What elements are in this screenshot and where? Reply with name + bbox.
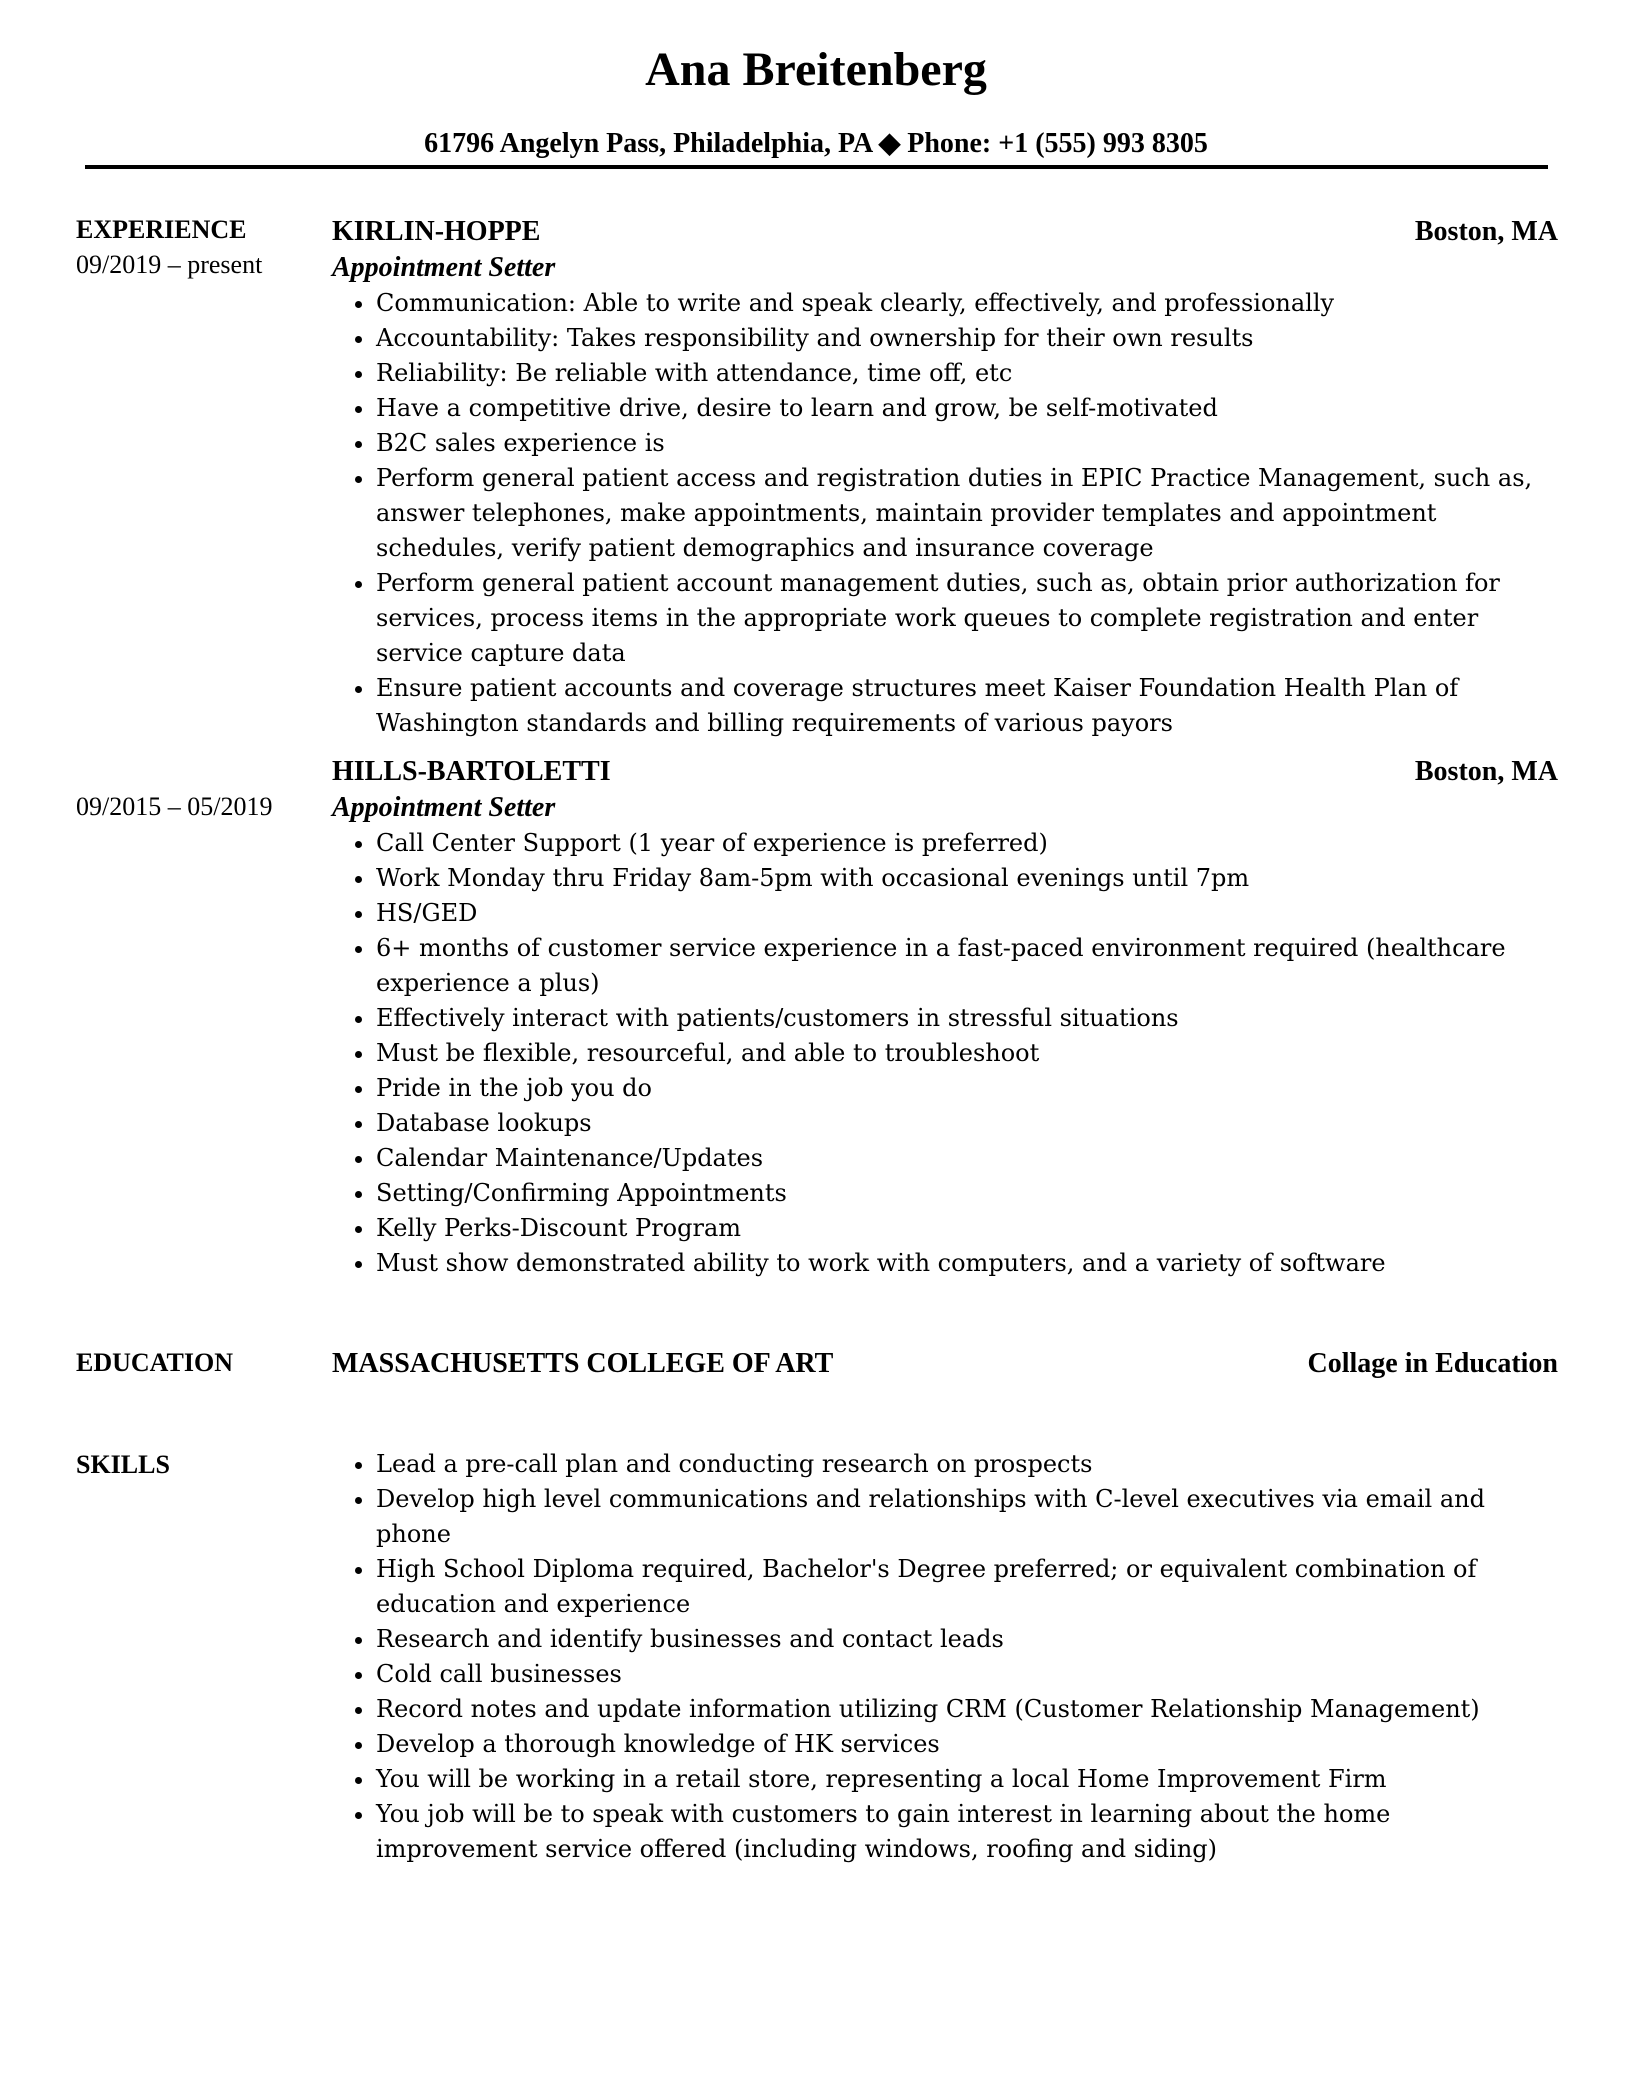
job-1-title: Appointment Setter (332, 252, 556, 283)
list-item: • Work Monday thru Friday 8am-5pm with occasional evenings until 7pm (376, 861, 1558, 896)
list-item: • Communication: Able to write and speak clearly, effectively, and professionally (376, 286, 1558, 321)
candidate-name: Ana Breitenberg (645, 43, 987, 96)
list-item: • Setting/Confirming Appointments (376, 1176, 1558, 1211)
list-item: • Must show demonstrated ability to work with computers, and a variety of software (376, 1246, 1558, 1281)
list-item: • Accountability: Takes responsibility and ownership for their own results (376, 321, 1558, 356)
list-item: • Lead a pre-call plan and conducting research on prospects (376, 1447, 1558, 1482)
job-2-bullets (332, 826, 1558, 1281)
job-1 (332, 214, 1558, 741)
list-item: • B2C sales experience is (376, 426, 1558, 461)
job-1-header (332, 214, 1558, 250)
list-item: • Effectively interact with patients/customers in stressful situations (376, 1001, 1558, 1036)
list-item: • Kelly Perks-Discount Program (376, 1211, 1558, 1246)
list-item: • Calendar Maintenance/Updates (376, 1141, 1558, 1176)
list-item: • HS/GED (376, 896, 1558, 931)
job-2-company: HILLS-BARTOLETTI (332, 756, 611, 787)
education-school: MASSACHUSETTS COLLEGE OF ART (332, 1348, 834, 1379)
list-item: • Ensure patient accounts and coverage structures meet Kaiser Foundation Health Plan of Washington standards and billing requirements of various payors (376, 671, 1558, 741)
list-item: • Perform general patient account management duties, such as, obtain prior authorization for services, process items in the appropriate work queues to complete registration and enter service capture data (376, 566, 1558, 671)
list-item: • Call Center Support (1 year of experience is preferred) (376, 826, 1558, 861)
list-item: • 6+ months of customer service experience in a fast-paced environment required (healthcare experience a plus) (376, 931, 1558, 1001)
list-item: • You will be working in a retail store, representing a local Home Improvement Firm (376, 1762, 1558, 1797)
job-1-company: KIRLIN-HOPPE (332, 216, 541, 247)
list-item: • Reliability: Be reliable with attendance, time off, etc (376, 356, 1558, 391)
education-entry (332, 1346, 1558, 1382)
list-item: • Develop a thorough knowledge of HK services (376, 1727, 1558, 1762)
job-1-dates: 09/2019 – present (76, 250, 263, 279)
job-1-bullets (332, 286, 1558, 741)
experience-heading: EXPERIENCE (76, 215, 247, 244)
list-item: • Record notes and update information utilizing CRM (Customer Relationship Management) (376, 1692, 1558, 1727)
list-item: • Must be flexible, resourceful, and able to troubleshoot (376, 1036, 1558, 1071)
skills-bullets (332, 1447, 1558, 1867)
header-divider (85, 165, 1548, 169)
contact-line: 61796 Angelyn Pass, Philadelphia, PA ◆ Phone: +1 (555) 993 8305 (424, 128, 1208, 159)
job-2-title: Appointment Setter (332, 792, 556, 823)
list-item: • Develop high level communications and relationships with C-level executives via email and phone (376, 1482, 1558, 1552)
list-item: • Pride in the job you do (376, 1071, 1558, 1106)
job-1-location: Boston, MA (1414, 216, 1558, 247)
list-item: • Cold call businesses (376, 1657, 1558, 1692)
list-item: • Perform general patient access and registration duties in EPIC Practice Management, such as, answer telephones, make appointments, maintain provider templates and appointment schedules, verify patient demographics and insurance coverage (376, 461, 1558, 566)
list-item: • Have a competitive drive, desire to learn and grow, be self-motivated (376, 391, 1558, 426)
job-2-location: Boston, MA (1414, 756, 1558, 787)
skills-entry (332, 1447, 1558, 1867)
education-degree: Collage in Education (1307, 1348, 1558, 1379)
job-2-header (332, 754, 1558, 790)
list-item: • Research and identify businesses and contact leads (376, 1622, 1558, 1657)
education-heading: EDUCATION (76, 1348, 233, 1377)
job-2 (332, 754, 1558, 1281)
list-item: • You job will be to speak with customers to gain interest in learning about the home improvement service offered (including windows, roofing and siding) (376, 1797, 1558, 1867)
skills-heading: SKILLS (76, 1450, 170, 1479)
education-header (332, 1346, 1558, 1382)
list-item: • High School Diploma required, Bachelor's Degree preferred; or equivalent combination of education and experience (376, 1552, 1558, 1622)
job-2-dates: 09/2015 – 05/2019 (76, 792, 273, 821)
list-item: • Database lookups (376, 1106, 1558, 1141)
